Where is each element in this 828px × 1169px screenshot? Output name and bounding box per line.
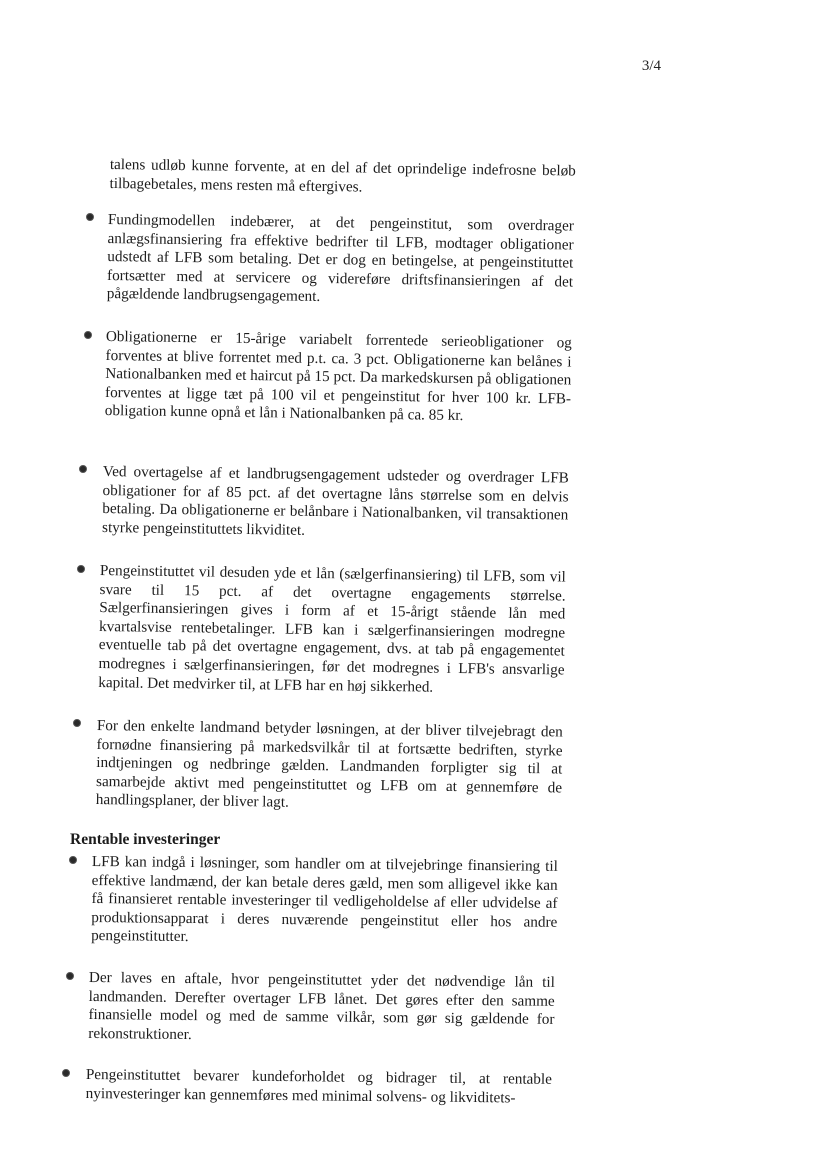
bullet-icon bbox=[84, 331, 92, 339]
bullet-paragraph-lfb-solutions: LFB kan indgå i løsninger, som handler om at tilvejebringe finansiering til effektive landmænd, der kan betale deres gæld, men som alligevel ikke kan få finansieret rentable investeringer til vedligeholdelse af eller udvidelse af produktionsapparat i deres nuværende pengeinstitut eller hos andre pengeinstitutter. bbox=[91, 853, 558, 946]
bullet-icon bbox=[69, 856, 77, 864]
continuation-paragraph: talens udløb kunne forvente, at en del af det oprindelige indefrosne beløb tilbagebetales, mens resten må eftergives. bbox=[109, 156, 576, 196]
bullet-icon bbox=[86, 213, 94, 221]
section-heading: Rentable investeringer bbox=[70, 831, 221, 848]
bullet-paragraph-takeover: Ved overtagelse af et landbrugsengagement udsteder og overdrager LFB obligationer for af 85 pct. af det overtagne låns størrelse som en delvis betaling. Da obligationerne er belånbare i Nationalbanken, vil transaktionen styrke pengeinstituttets likviditet. bbox=[101, 463, 569, 539]
bullet-paragraph-farmer: For den enkelte landmand betyder løsningen, at der bliver tilvejebragt den fornødne finansiering på markedsvilkår til at fortsætte bedriften, styrke indtjeningen og nedbringe gælden. Landmanden forpligter sig til at samarbejde aktivt med pengeinstituttet og LFB om at gennemføre de handlingsplaner, der bliver lagt. bbox=[95, 717, 563, 812]
bullet-icon bbox=[62, 1069, 70, 1077]
bullet-icon bbox=[73, 719, 81, 727]
bullet-icon bbox=[77, 565, 85, 573]
bullet-icon bbox=[66, 972, 74, 980]
bullet-paragraph-funding-model: Fundingmodellen indebærer, at det pengeinstitut, som overdrager anlægsfinansiering fra effektive bedrifter til LFB, modtager obligationer udstedt af LFB som betaling. Det er dog en betingelse, at pengeinstituttet fortsætter med at servicere og videreføre driftsfinansieringen af det pågældende landbrugsengagement. bbox=[106, 211, 574, 306]
bullet-paragraph-agreement: Der laves en aftale, hvor pengeinstituttet yder det nødvendige lån til landmanden. Derefter overtager LFB lånet. Det gøres efter den samme finansielle model og med de samme vilkår, som gør sig gældende for rekonstruktioner. bbox=[88, 969, 555, 1043]
bullet-icon bbox=[79, 465, 87, 473]
page-number: 3/4 bbox=[641, 58, 661, 74]
bullet-paragraph-seller-financing: Pengeinstituttet vil desuden yde et lån (sælgerfinansiering) til LFB, som vil svare til 15 pct. af det overtagne engagements størrelse. Sælgerfinansieringen gives i form af et 15-årigt stående lån med kvartalsvise rentebetalinger. LFB kan i sælgerfinansieringen modregne eventuelle tab på det overtagne engagement, dvs. at tab på engagementet modregnes i sælgerfinansieringen, før det modregnes i LFB's ansvarlige kapital. Det medvirker til, at LFB har en høj sikkerhed. bbox=[98, 562, 566, 696]
bullet-paragraph-customer-relationship: Pengeinstituttet bevarer kundeforholdet og bidrager til, at rentable nyinvesteringer kan gennemføres med minimal solvens- og likviditets- bbox=[85, 1066, 552, 1107]
bullet-paragraph-obligations: Obligationerne er 15-årige variabelt forrentede serieobligationer og forventes at blive forrentet med p.t. ca. 3 pct. Obligationerne kan belånes i Nationalbanken med et haircut på 15 pct. Da markedskursen på obligationen forventes at ligge tæt på 100 vil et pengeinstitut for hver 100 kr. LFB-obligation kunne opnå et lån i Nationalbanken på ca. 85 kr. bbox=[104, 328, 572, 425]
